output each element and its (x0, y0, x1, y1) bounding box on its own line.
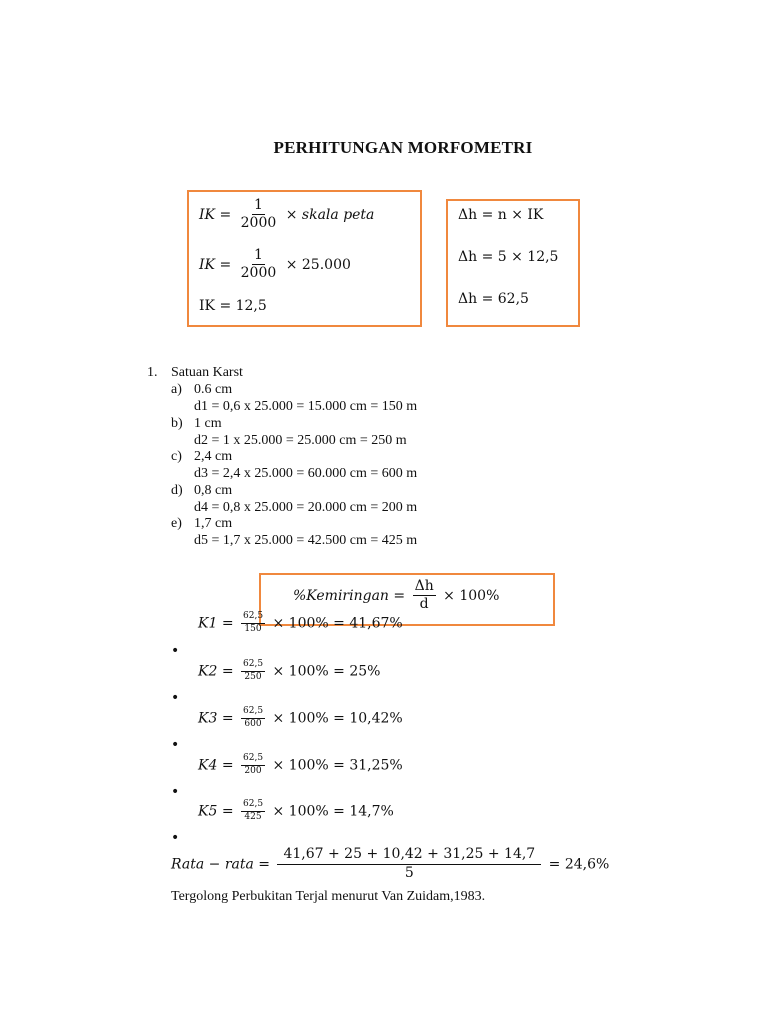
k5-formula (198, 800, 394, 823)
delta-h-line-3: Δh = 62,5 (458, 291, 529, 307)
ik-line-2-fraction (239, 248, 279, 282)
page-title: PERHITUNGAN MORFOMETRI (273, 138, 533, 157)
item-a-value: 0.6 cm (194, 382, 233, 397)
item-e-value: 1,7 cm (194, 516, 233, 531)
ik-line-2-rhs: × 25.000 (285, 256, 351, 273)
ik-line-3: IK = 12,5 (199, 298, 267, 314)
delta-h-line-1: Δh = n × IK (458, 207, 544, 223)
item-b-letter: b) (171, 416, 183, 431)
slope-formula (293, 579, 499, 613)
ik-line-2 (199, 248, 351, 282)
bullet-3: • (171, 737, 180, 753)
k4-denominator: 200 (244, 765, 262, 776)
k1-formula (198, 612, 403, 635)
k1-label: K1 = (198, 615, 234, 632)
ik-line-2-numerator: 1 (252, 248, 265, 265)
slope-formula-numerator: Δh (413, 579, 436, 596)
ik-line-1-lhs: IK = (199, 206, 232, 223)
k1-result: × 100% = 41,67% (272, 615, 403, 632)
item-c-letter: c) (171, 449, 182, 464)
k2-denominator: 250 (244, 671, 262, 682)
average-fraction (277, 847, 541, 882)
slope-formula-denominator: d (419, 596, 429, 613)
ik-line-2-denominator: 2000 (240, 265, 277, 282)
k2-fraction (241, 660, 265, 683)
item-d-calc: d4 = 0,8 x 25.000 = 20.000 cm = 200 m (194, 500, 418, 515)
delta-h-line-2: Δh = 5 × 12,5 (458, 249, 559, 265)
k3-denominator: 600 (244, 718, 262, 729)
slope-formula-fraction (413, 579, 436, 613)
k2-label: K2 = (198, 663, 234, 680)
ik-line-1-fraction (239, 198, 279, 232)
k3-numerator: 62,5 (241, 707, 265, 719)
k5-numerator: 62,5 (241, 800, 265, 812)
section-number: 1. (147, 365, 158, 380)
k5-denominator: 425 (244, 811, 262, 822)
item-a-letter: a) (171, 382, 182, 397)
ik-line-2-lhs: IK = (199, 256, 232, 273)
average-denominator: 5 (404, 865, 414, 882)
average-formula (171, 847, 609, 882)
ik-formula-box (187, 190, 422, 327)
delta-h-formula-box (446, 199, 580, 327)
k5-fraction (241, 800, 265, 823)
bullet-5: • (171, 830, 180, 846)
bullet-4: • (171, 784, 180, 800)
item-d-letter: d) (171, 483, 183, 498)
k2-result: × 100% = 25% (272, 663, 381, 680)
item-e-letter: e) (171, 516, 182, 531)
item-a-calc: d1 = 0,6 x 25.000 = 15.000 cm = 150 m (194, 399, 418, 414)
item-b-calc: d2 = 1 x 25.000 = 25.000 cm = 250 m (194, 433, 407, 448)
ik-line-1-denominator: 2000 (240, 215, 277, 232)
average-result: = 24,6% (548, 856, 610, 873)
k4-formula (198, 754, 403, 777)
k3-result: × 100% = 10,42% (272, 710, 403, 727)
k1-fraction (241, 612, 265, 635)
k4-fraction (241, 754, 265, 777)
ik-line-1 (199, 198, 374, 232)
bullet-2: • (171, 690, 180, 706)
k1-denominator: 150 (244, 623, 262, 634)
slope-formula-lhs: %Kemiringan = (293, 587, 406, 604)
k5-result: × 100% = 14,7% (272, 803, 394, 820)
k2-formula (198, 660, 380, 683)
k1-numerator: 62,5 (241, 612, 265, 624)
item-c-calc: d3 = 2,4 x 25.000 = 60.000 cm = 600 m (194, 466, 418, 481)
k3-formula (198, 707, 403, 730)
conclusion-text: Tergolong Perbukitan Terjal menurut Van Zuidam,1983. (171, 889, 486, 904)
ik-line-1-rhs: × skala peta (285, 206, 375, 223)
k4-numerator: 62,5 (241, 754, 265, 766)
bullet-1: • (171, 643, 180, 659)
average-lhs: Rata − rata = (171, 856, 271, 873)
section-heading: Satuan Karst (171, 365, 243, 380)
ik-line-1-numerator: 1 (252, 198, 265, 215)
k2-numerator: 62,5 (241, 660, 265, 672)
k3-fraction (241, 707, 265, 730)
k4-result: × 100% = 31,25% (272, 757, 403, 774)
k3-label: K3 = (198, 710, 234, 727)
item-d-value: 0,8 cm (194, 483, 233, 498)
item-b-value: 1 cm (194, 416, 222, 431)
item-e-calc: d5 = 1,7 x 25.000 = 42.500 cm = 425 m (194, 533, 418, 548)
k5-label: K5 = (198, 803, 234, 820)
item-c-value: 2,4 cm (194, 449, 233, 464)
k4-label: K4 = (198, 757, 234, 774)
average-numerator: 41,67 + 25 + 10,42 + 31,25 + 14,7 (277, 847, 541, 865)
slope-formula-rhs: × 100% (443, 587, 500, 604)
